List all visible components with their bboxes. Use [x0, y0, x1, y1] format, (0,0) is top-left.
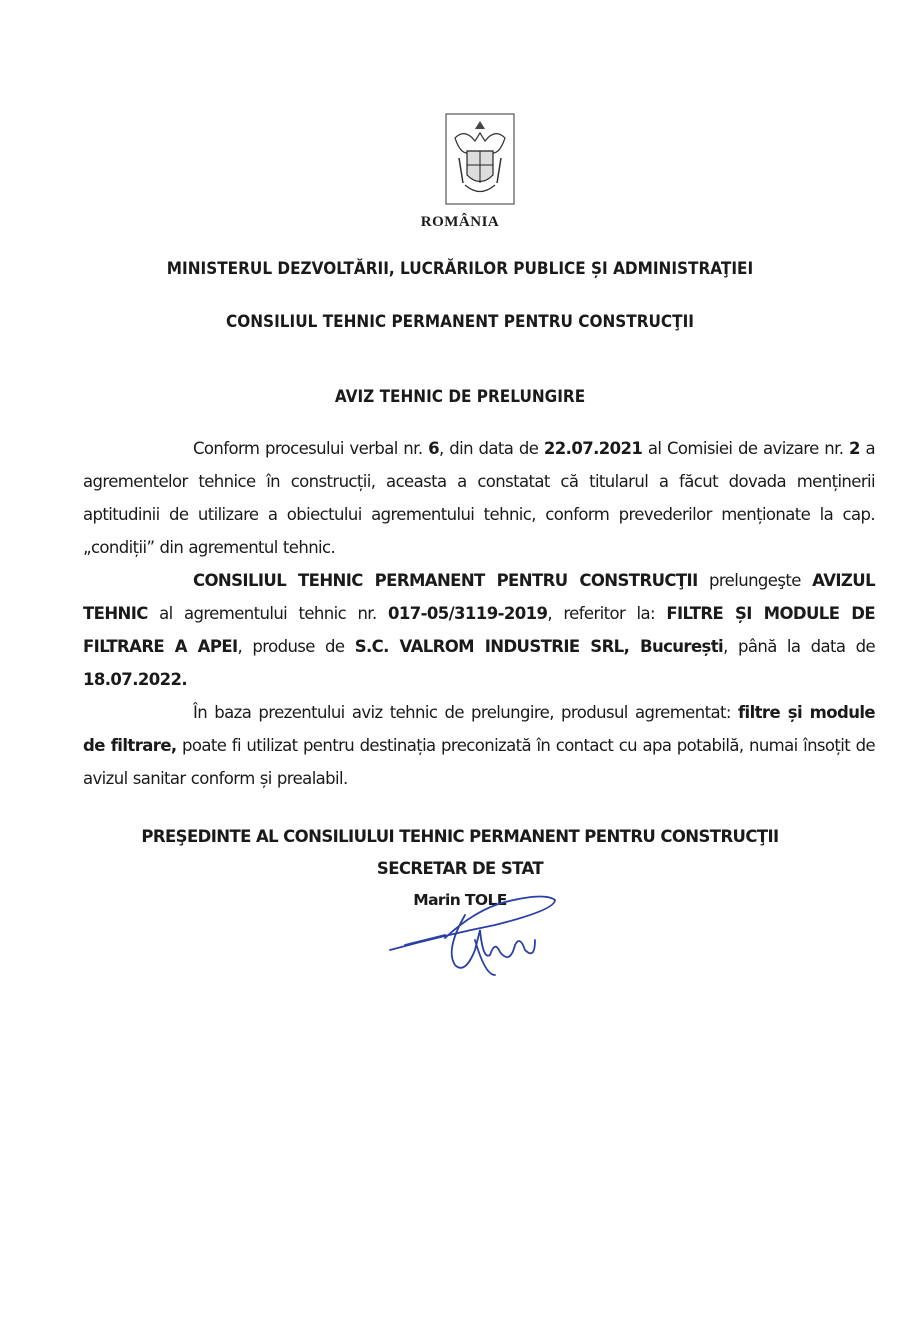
council-heading: CONSILIUL TEHNIC PERMANENT PENTRU CONSTRUCŢII	[226, 312, 694, 332]
text: 017-05/3119-2019	[387, 604, 548, 623]
text: FILTRE ȘI MODULE DE FILTRARE A APEI	[83, 604, 875, 656]
text: AVIZUL TEHNIC	[83, 571, 875, 623]
ministry-heading: MINISTERUL DEZVOLTĂRII, LUCRĂRILOR PUBLICE ȘI ADMINISTRAŢIEI	[166, 259, 754, 279]
text: a agrementelor tehnice în construcții, aceasta a constatat că titularul a făcut dovada menținerii aptitudinii de utilizare a obiectului agrementului tehnic, conform prevederilor menționate la cap. „condiții” din agrementul tehnic.	[83, 439, 875, 557]
signatory-name: Marin TOLE	[413, 891, 507, 909]
text: prelungeşte	[697, 571, 813, 590]
paragraph-1	[83, 432, 875, 564]
text: S.C. VALROM INDUSTRIE SRL, București	[354, 637, 724, 656]
text: al agrementului tehnic nr.	[147, 604, 388, 623]
text: , din data de	[438, 439, 544, 458]
text: , referitor la:	[547, 604, 667, 623]
text: 22.07.2021	[543, 439, 643, 458]
text: În baza prezentului aviz tehnic de prelungire, produsul agrementat:	[193, 703, 738, 722]
text: al Comisiei de avizare nr.	[642, 439, 849, 458]
document-title: AVIZ TEHNIC DE PRELUNGIRE	[334, 387, 586, 407]
country-label: ROMÂNIA	[420, 214, 500, 230]
document-body	[83, 432, 875, 795]
handwritten-signature	[385, 880, 565, 980]
text: 6	[428, 439, 439, 458]
text: 18.07.2022.	[83, 670, 188, 689]
text: 2	[849, 439, 860, 458]
paragraph-2	[83, 564, 875, 696]
text: , până la data de	[723, 637, 875, 656]
text: poate fi utilizat pentru destinația preconizată în contact cu apa potabilă, numai însoțit de avizul sanitar conform și prealabil.	[83, 736, 875, 788]
text: Conform procesului verbal nr.	[193, 439, 429, 458]
signatory-position: SECRETAR DE STAT	[376, 859, 544, 878]
signatory-role: PREŞEDINTE AL CONSILIULUI TEHNIC PERMANENT PENTRU CONSTRUCŢII	[141, 827, 779, 846]
text: filtre și module de filtrare,	[83, 703, 875, 755]
paragraph-3	[83, 696, 875, 795]
romania-coat-of-arms-icon	[445, 113, 515, 205]
text: CONSILIUL TEHNIC PERMANENT PENTRU CONSTRUCŢII	[193, 571, 698, 590]
text: , produse de	[237, 637, 355, 656]
